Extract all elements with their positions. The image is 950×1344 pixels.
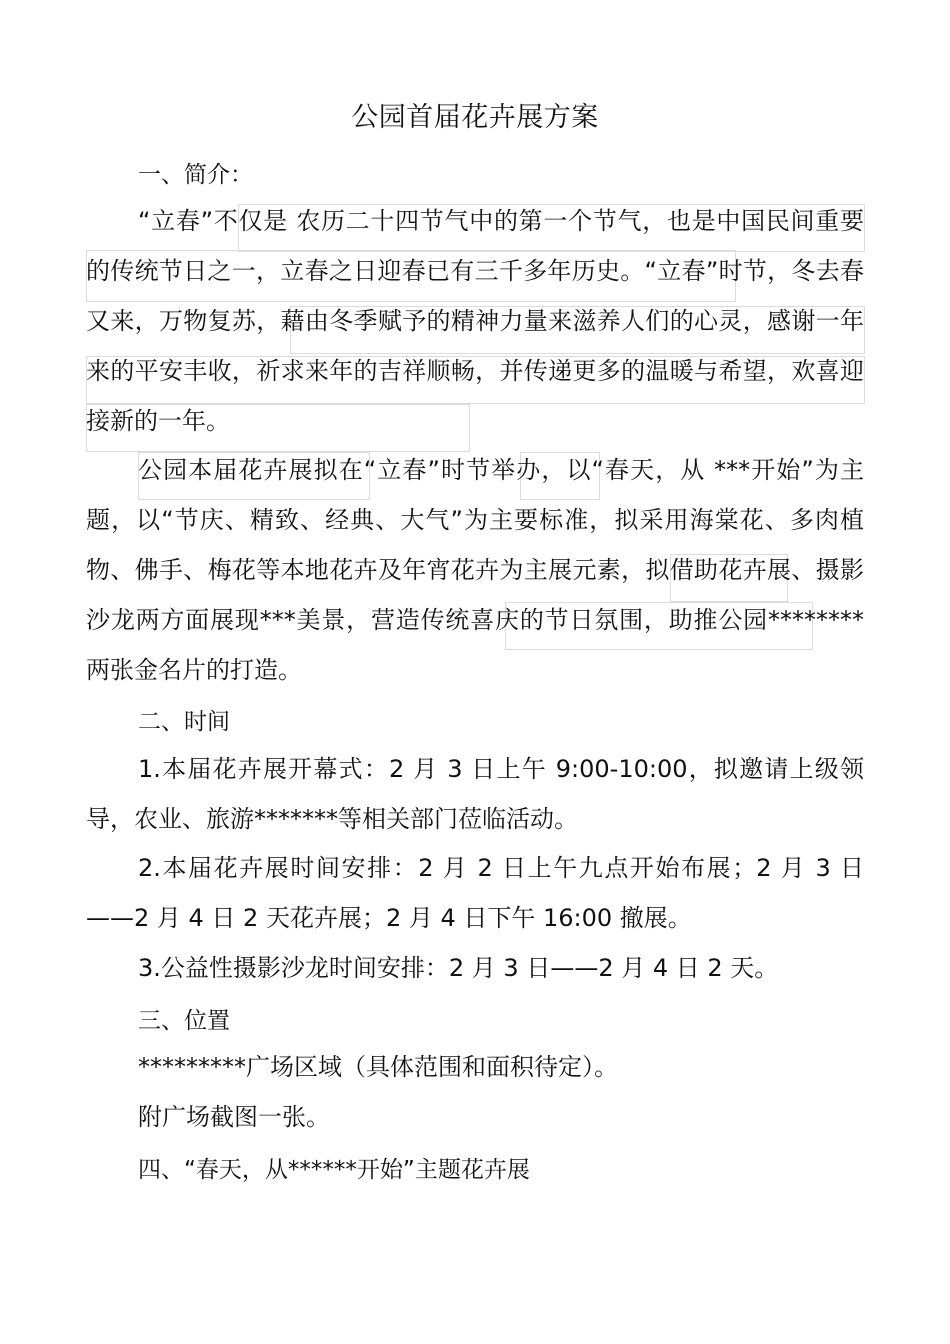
location-line-1: *********广场区域（具体范围和面积待定）。: [138, 1053, 618, 1081]
section-heading-intro: 一、简介：: [138, 162, 253, 188]
intro-paragraph-2: 公园本届花卉展拟在“立春”时节举办，以“春天，从 ***开始”为主题，以“节庆、精致、经典、大气”为主要标准，拟采用海棠花、多肉植物、佛手、梅花等本地花卉及年宵花卉为主展元素，拟借助花卉展、摄影沙龙两方面展现***美景，营造传统喜庆的节日氛围，助推公园********两张金名片的打造。: [86, 456, 864, 684]
section-heading-time: 二、时间: [138, 709, 230, 735]
section-heading-theme-show: 四、“春天，从******开始”主题花卉展: [138, 1157, 530, 1183]
time-item-3: 3.公益性摄影沙龙时间安排：2 月 3 日——2 月 4 日 2 天。: [138, 954, 779, 982]
intro-paragraph-1: “立春”不仅是 农历二十四节气中的第一个节气，也是中国民间重要的传统节日之一，立春之日迎春已有三千多年历史。“立春”时节，冬去春又来，万物复苏，藉由冬季赋予的精神力量来滋养人们的心灵，感谢一年来的平安丰收，祈求来年的吉祥顺畅，并传递更多的温暖与希望，欢喜迎接新的一年。: [86, 207, 864, 435]
section-heading-location: 三、位置: [138, 1008, 230, 1034]
time-item-1: 1.本届花卉展开幕式：2 月 3 日上午 9:00-10:00，拟邀请上级领导，农业、旅游*******等相关部门莅临活动。: [86, 755, 864, 833]
document-title: 公园首届花卉展方案: [351, 102, 599, 133]
time-item-2: 2.本届花卉展时间安排：2 月 2 日上午九点开始布展；2 月 3 日——2 月 4 日 2 天花卉展；2 月 4 日下午 16:00 撤展。: [86, 854, 864, 932]
location-line-2: 附广场截图一张。: [138, 1103, 330, 1131]
